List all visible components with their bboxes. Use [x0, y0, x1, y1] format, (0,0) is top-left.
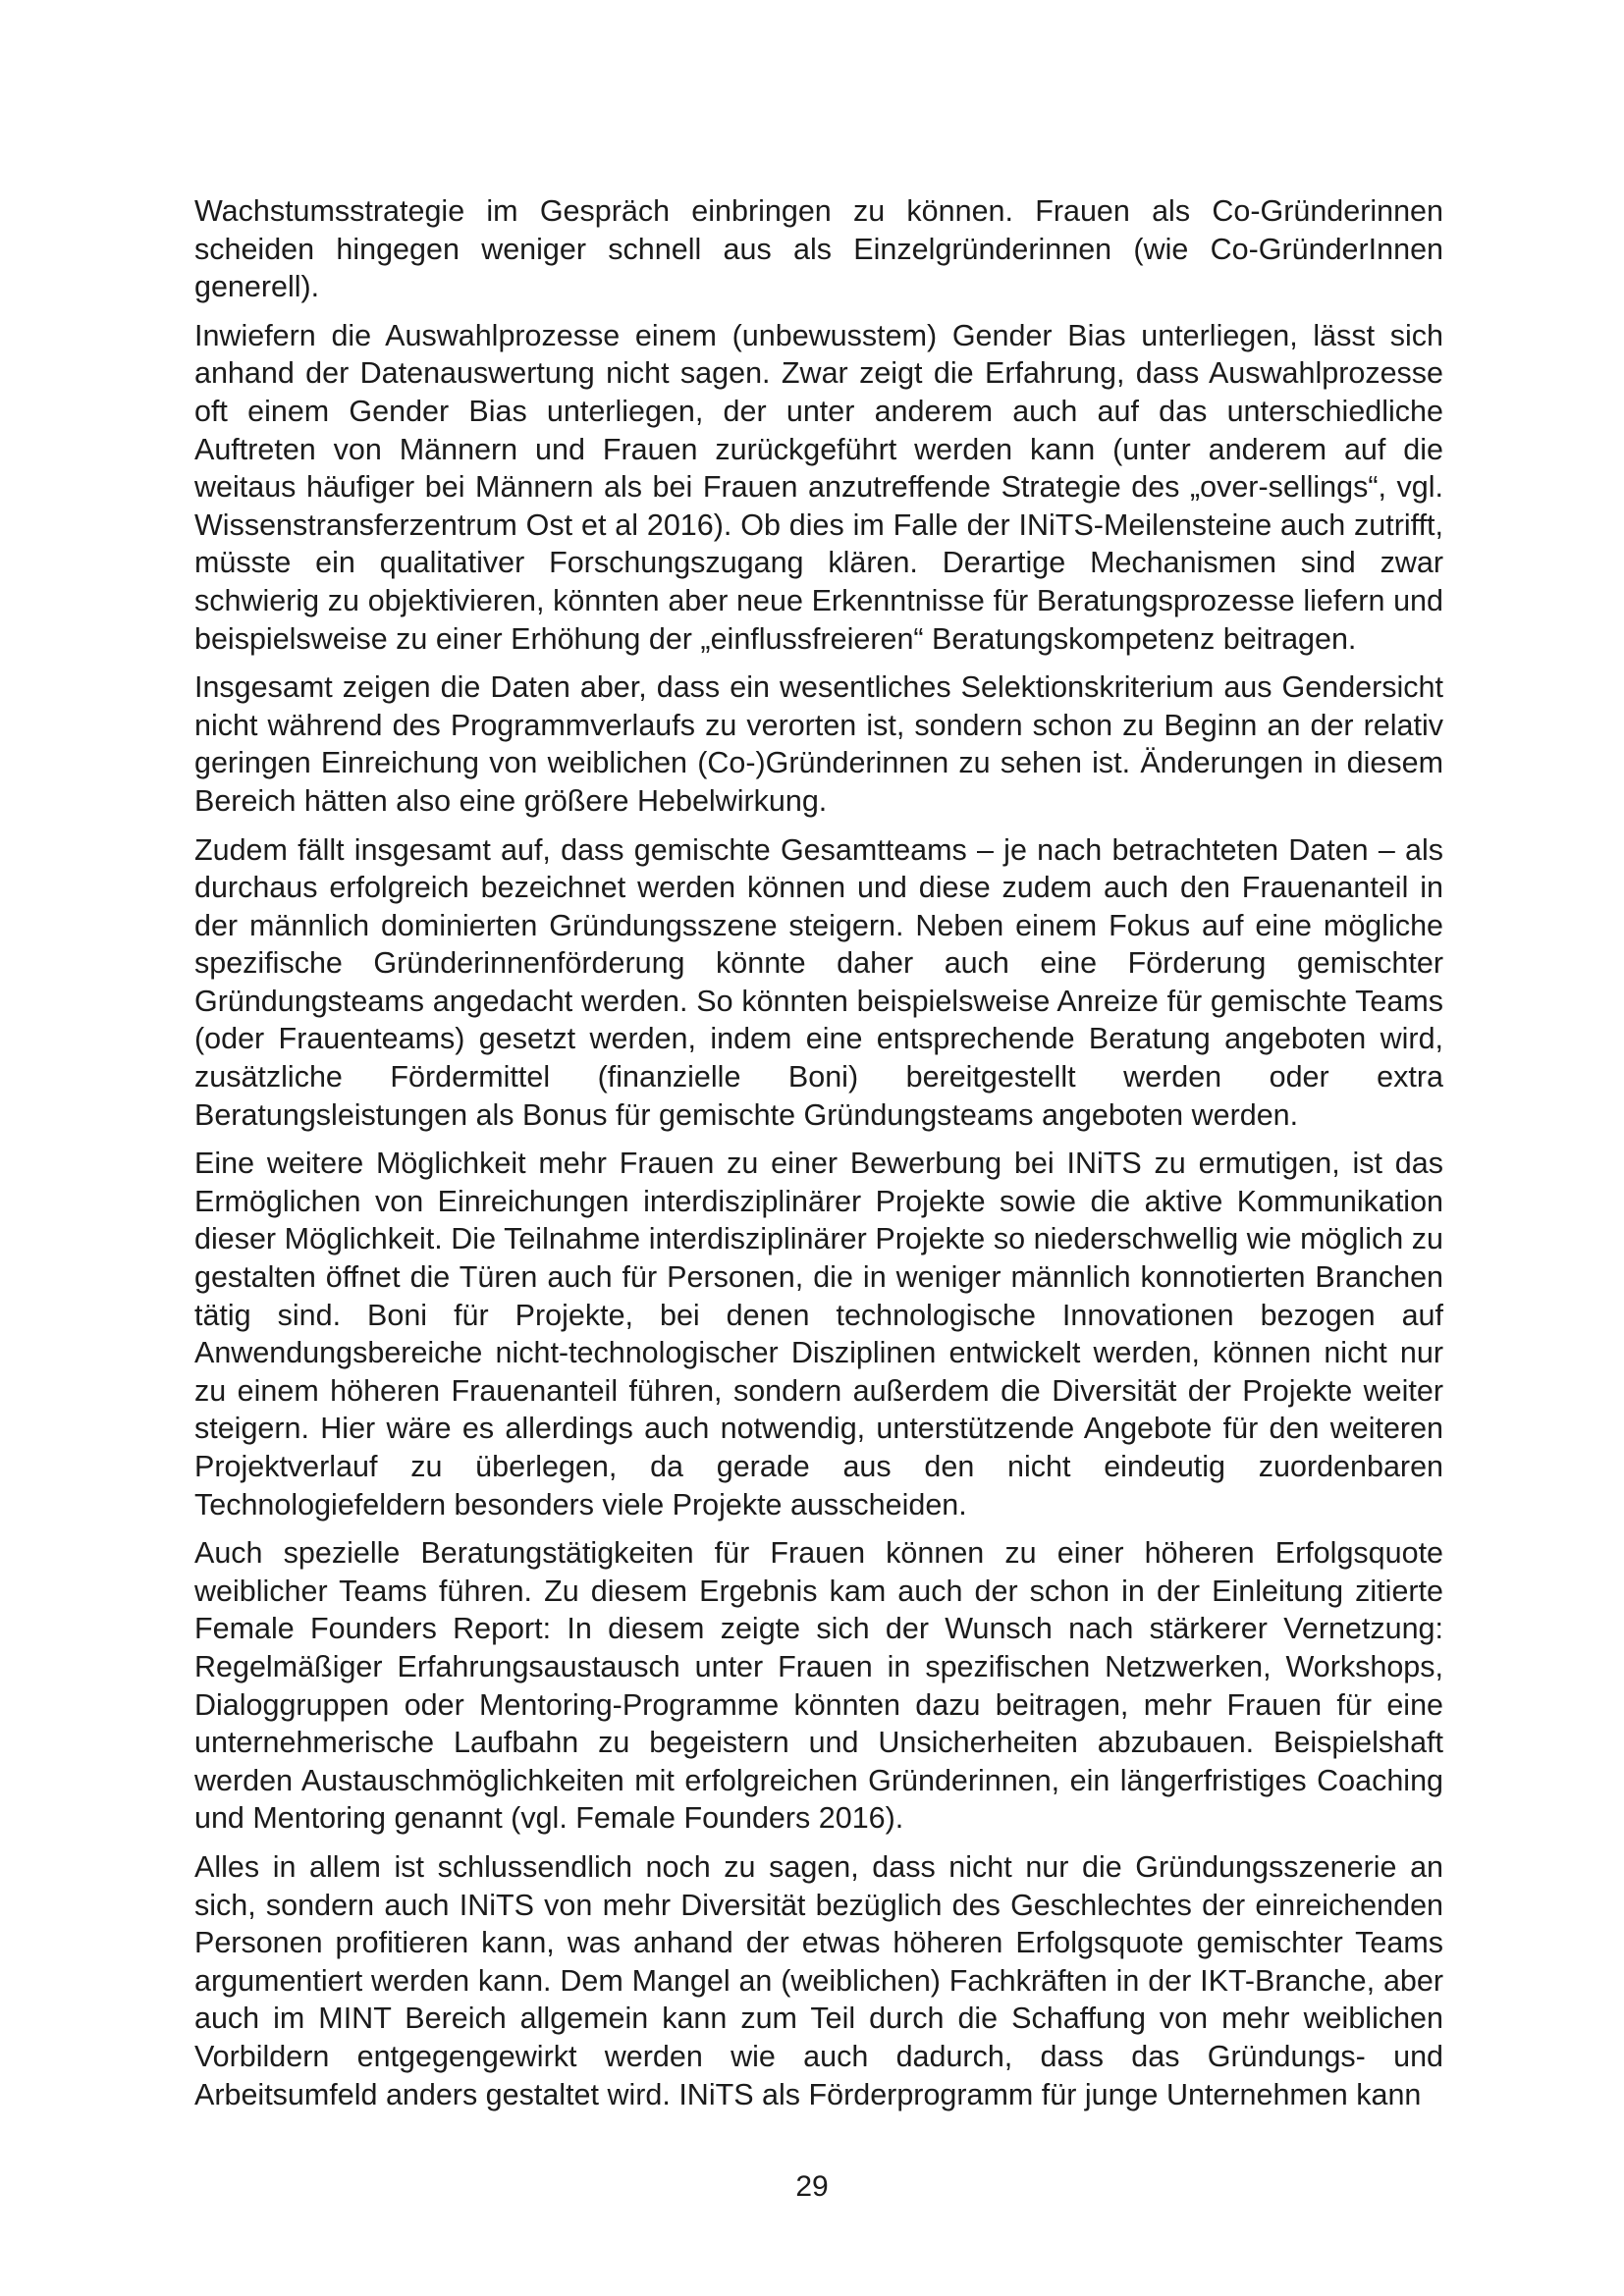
paragraph-6: Auch spezielle Beratungstätigkeiten für Frauen können zu einer höheren Erfolgsquote weiblicher Teams führen. Zu diesem Ergebnis kam auch der schon in der Einleitung zitierte Female Founders Report: In diesem zeigte sich der Wunsch nach stärkerer Vernetzung: Regelmäßiger Erfahrungsaustausch unter Frauen in spezifischen Netzwerken, Workshops, Dialoggruppen oder Mentoring-Programme könnten dazu beitragen, mehr Frauen für eine unternehmerische Laufbahn zu begeistern und Unsicherheiten abzubauen. Beispielshaft werden Austauschmöglichkeiten mit erfolgreichen Gründerinnen, ein längerfristiges Coaching und Mentoring genannt (vgl. Female Founders 2016).: [194, 1536, 1443, 1836]
paragraph-7: Alles in allem ist schlussendlich noch zu sagen, dass nicht nur die Gründungsszenerie an sich, sondern auch INiTS von mehr Diversität bezüglich des Geschlechtes der einreichenden Personen profitieren kann, was anhand der etwas höheren Erfolgsquote gemischter Teams argumentiert werden kann. Dem Mangel an (weiblichen) Fachkräften in der IKT-Branche, aber auch im MINT Bereich allgemein kann zum Teil durch die Schaffung von mehr weiblichen Vorbildern entgegengewirkt werden wie auch dadurch, dass das Gründungs- und Arbeitsumfeld anders gestaltet wird. INiTS als Förderprogramm für junge Unternehmen kann: [194, 1849, 1443, 2111]
paragraph-4: Zudem fällt insgesamt auf, dass gemischte Gesamtteams – je nach betrachteten Daten – als durchaus erfolgreich bezeichnet werden können und diese zudem auch den Frauenanteil in der männlich dominierten Gründungsszene steigern. Neben einem Fokus auf eine mögliche spezifische Gründerinnenförderung könnte daher auch eine Förderung gemischter Gründungsteams angedacht werden. So könnten beispielsweise Anreize für gemischte Teams (oder Frauenteams) gesetzt werden, indem eine entsprechende Beratung angeboten wird, zusätzliche Fördermittel (finanzielle Boni) bereitgestellt werden oder extra Beratungsleistungen als Bonus für gemischte Gründungsteams angeboten werden.: [194, 832, 1443, 1132]
body-text: [194, 192, 1443, 2124]
page-number: 29: [795, 2170, 829, 2203]
paragraph-1: Wachstumsstrategie im Gespräch einbringen zu können. Frauen als Co-Gründerinnen scheiden hingegen weniger schnell aus als Einzelgründerinnen (wie Co-GründerInnen generell).: [194, 194, 1443, 304]
paragraph-5: Eine weitere Möglichkeit mehr Frauen zu einer Bewerbung bei INiTS zu ermutigen, ist das Ermöglichen von Einreichungen interdisziplinärer Projekte sowie die aktive Kommunikation dieser Möglichkeit. Die Teilnahme interdisziplinärer Projekte so niederschwellig wie möglich zu gestalten öffnet die Türen auch für Personen, die in weniger männlich konnotierten Branchen tätig sind. Boni für Projekte, bei denen technologische Innovationen bezogen auf Anwendungsbereiche nicht-technologischer Disziplinen entwickelt werden, können nicht nur zu einem höheren Frauenanteil führen, sondern außerdem die Diversität der Projekte weiter steigern. Hier wäre es allerdings auch notwendig, unterstützende Angebote für den weiteren Projektverlauf zu überlegen, da gerade aus den nicht eindeutig zuordenbaren Technologiefeldern besonders viele Projekte ausscheiden.: [194, 1147, 1443, 1522]
paragraph-2: Inwiefern die Auswahlprozesse einem (unbewusstem) Gender Bias unterliegen, lässt sich anhand der Datenauswertung nicht sagen. Zwar zeigt die Erfahrung, dass Auswahlprozesse oft einem Gender Bias unterliegen, der unter anderem auch auf das unterschiedliche Auftreten von Männern und Frauen zurückgeführt werden kann (unter anderem auf die weitaus häufiger bei Männern als bei Frauen anzutreffende Strategie des „over-sellings“, vgl. Wissenstransferzentrum Ost et al 2016). Ob dies im Falle der INiTS-Meilensteine auch zutrifft, müsste ein qualitativer Forschungszugang klären. Derartige Mechanismen sind zwar schwierig zu objektivieren, könnten aber neue Erkenntnisse für Beratungsprozesse liefern und beispielsweise zu einer Erhöhung der „einflussfreieren“ Beratungskompetenz beitragen.: [194, 318, 1443, 656]
paragraph-3: Insgesamt zeigen die Daten aber, dass ein wesentliches Selektionskriterium aus Gendersicht nicht während des Programmverlaufs zu verorten ist, sondern schon zu Beginn an der relativ geringen Einreichung von weiblichen (Co-)Gründerinnen zu sehen ist. Änderungen in diesem Bereich hätten also eine größere Hebelwirkung.: [194, 670, 1443, 818]
